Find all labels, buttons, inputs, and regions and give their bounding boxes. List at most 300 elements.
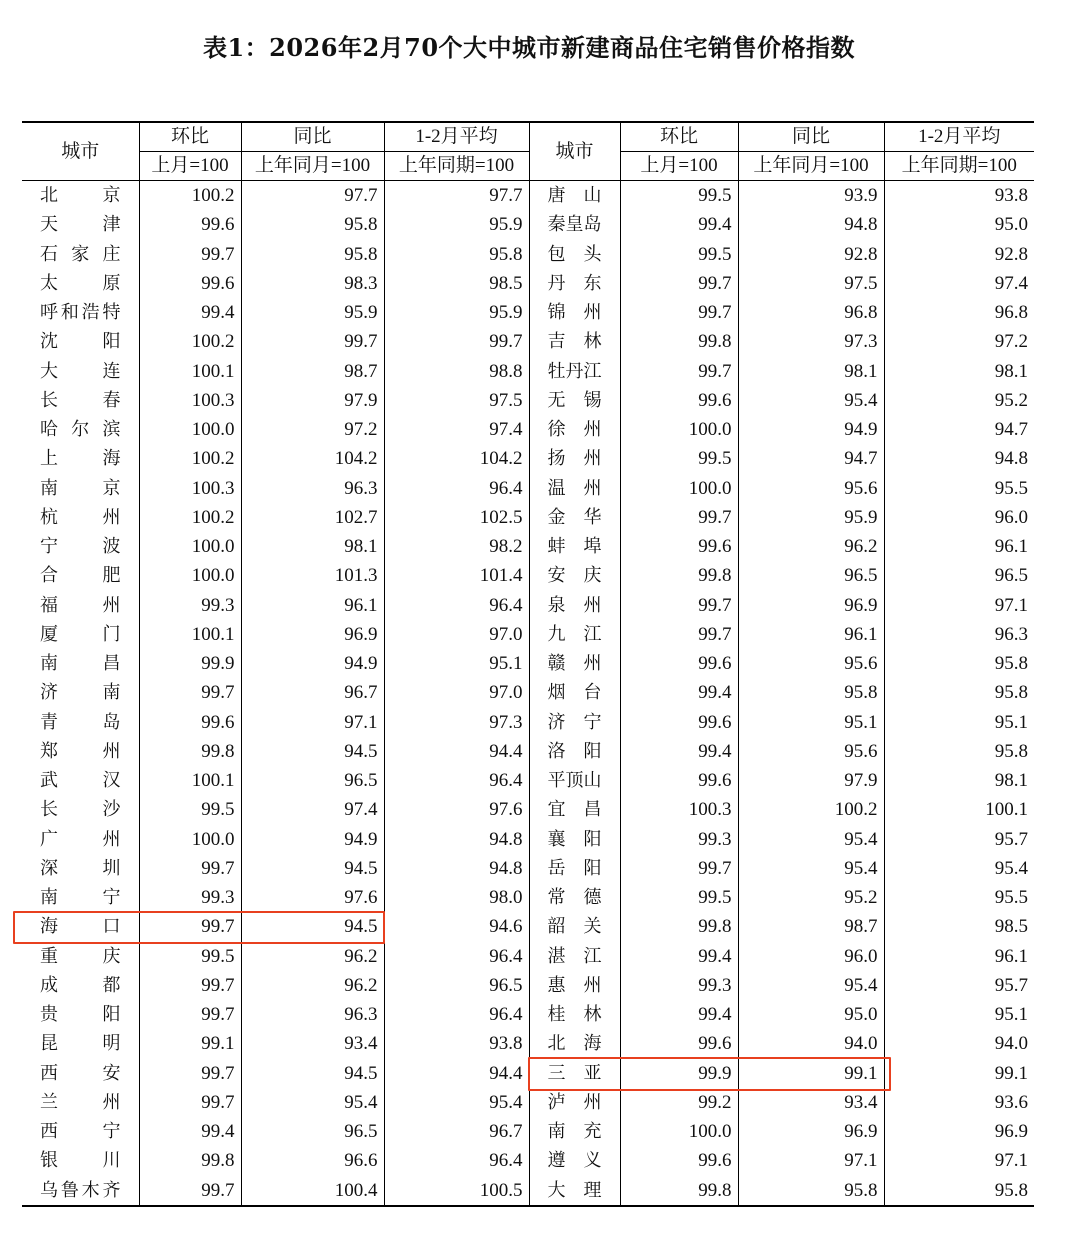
mom-cell-right: 99.4 xyxy=(620,678,738,707)
avg-cell-left: 96.4 xyxy=(384,1146,529,1175)
city-cell-right: 洛阳 xyxy=(529,737,620,766)
mom-cell-left: 99.7 xyxy=(139,1000,241,1029)
mom-cell-left: 100.0 xyxy=(139,825,241,854)
mom-cell-left: 99.7 xyxy=(139,854,241,883)
avg-cell-left: 97.5 xyxy=(384,386,529,415)
yoy-cell-left: 97.1 xyxy=(241,708,384,737)
avg-cell-right: 96.3 xyxy=(884,620,1034,649)
avg-cell-right: 95.0 xyxy=(884,210,1034,239)
mom-cell-left: 99.7 xyxy=(139,240,241,269)
yoy-cell-right: 92.8 xyxy=(738,240,884,269)
avg-cell-right: 95.8 xyxy=(884,649,1034,678)
yoy-cell-left: 104.2 xyxy=(241,444,384,473)
yoy-cell-left: 97.7 xyxy=(241,181,384,211)
table-row xyxy=(22,415,1034,444)
yoy-cell-right: 96.5 xyxy=(738,561,884,590)
city-cell-right: 桂林 xyxy=(529,1000,620,1029)
mom-cell-right: 99.6 xyxy=(620,386,738,415)
mom-cell-left: 99.7 xyxy=(139,1176,241,1206)
table-row xyxy=(22,503,1034,532)
mom-cell-right: 99.4 xyxy=(620,737,738,766)
avg-cell-left: 96.5 xyxy=(384,971,529,1000)
avg-cell-right: 95.4 xyxy=(884,854,1034,883)
mom-cell-right: 100.0 xyxy=(620,415,738,444)
city-cell-right: 扬州 xyxy=(529,444,620,473)
yoy-cell-left: 97.4 xyxy=(241,795,384,824)
avg-cell-left: 95.9 xyxy=(384,298,529,327)
yoy-cell-left: 95.4 xyxy=(241,1088,384,1117)
table-row xyxy=(22,1117,1034,1146)
mom-cell-left: 100.1 xyxy=(139,766,241,795)
table-row xyxy=(22,912,1034,941)
table-row xyxy=(22,327,1034,356)
mom-cell-right: 99.8 xyxy=(620,561,738,590)
yoy-cell-left: 96.6 xyxy=(241,1146,384,1175)
avg-cell-left: 95.8 xyxy=(384,240,529,269)
city-cell-left: 济南 xyxy=(40,682,121,704)
header-avg-left: 1-2月平均 xyxy=(384,122,529,152)
mom-cell-left: 99.9 xyxy=(139,649,241,678)
table-row xyxy=(22,474,1034,503)
mom-cell-right: 99.4 xyxy=(620,210,738,239)
mom-cell-right: 99.6 xyxy=(620,708,738,737)
mom-cell-right: 99.7 xyxy=(620,591,738,620)
mom-cell-right: 99.7 xyxy=(620,620,738,649)
avg-cell-right: 96.1 xyxy=(884,942,1034,971)
mom-cell-left: 99.7 xyxy=(139,1088,241,1117)
mom-cell-right: 99.7 xyxy=(620,854,738,883)
avg-cell-right: 95.7 xyxy=(884,971,1034,1000)
city-cell-left: 青岛 xyxy=(40,711,121,733)
yoy-cell-right: 95.8 xyxy=(738,678,884,707)
city-cell-right: 赣州 xyxy=(529,649,620,678)
city-cell-left: 西安 xyxy=(40,1062,121,1084)
city-cell-left: 昆明 xyxy=(40,1033,121,1055)
table-row xyxy=(22,649,1034,678)
yoy-cell-right: 97.9 xyxy=(738,766,884,795)
avg-cell-right: 98.1 xyxy=(884,766,1034,795)
avg-cell-left: 97.6 xyxy=(384,795,529,824)
yoy-cell-right: 95.6 xyxy=(738,474,884,503)
yoy-cell-left: 96.9 xyxy=(241,620,384,649)
avg-cell-right: 97.1 xyxy=(884,1146,1034,1175)
mom-cell-right: 99.9 xyxy=(620,1059,738,1088)
city-cell-right: 三亚 xyxy=(529,1059,620,1088)
avg-cell-left: 96.4 xyxy=(384,591,529,620)
city-cell-right: 九江 xyxy=(529,620,620,649)
mom-cell-right: 99.6 xyxy=(620,532,738,561)
yoy-cell-left: 96.5 xyxy=(241,1117,384,1146)
table-row xyxy=(22,444,1034,473)
yoy-cell-right: 98.7 xyxy=(738,912,884,941)
yoy-cell-right: 96.2 xyxy=(738,532,884,561)
mom-cell-left: 99.5 xyxy=(139,795,241,824)
city-cell-left: 重庆 xyxy=(40,945,121,967)
avg-cell-left: 95.4 xyxy=(384,1088,529,1117)
price-index-table xyxy=(22,121,1034,1207)
table-row xyxy=(22,825,1034,854)
header-mom-right: 环比 xyxy=(620,122,738,152)
mom-cell-left: 99.8 xyxy=(139,737,241,766)
mom-cell-right: 99.6 xyxy=(620,1029,738,1058)
avg-cell-left: 94.4 xyxy=(384,737,529,766)
city-cell-left: 贵阳 xyxy=(40,1004,121,1025)
avg-cell-left: 100.5 xyxy=(384,1176,529,1206)
avg-cell-left: 101.4 xyxy=(384,561,529,590)
city-cell-right: 泉州 xyxy=(529,591,620,620)
mom-cell-right: 99.5 xyxy=(620,181,738,211)
city-cell-left: 石家庄 xyxy=(40,243,121,265)
avg-cell-left: 98.0 xyxy=(384,883,529,912)
city-cell-left: 厦门 xyxy=(40,623,121,645)
table-row xyxy=(22,971,1034,1000)
city-cell-right: 南充 xyxy=(529,1117,620,1146)
table-row xyxy=(22,210,1034,239)
mom-cell-right: 99.6 xyxy=(620,649,738,678)
city-cell-right: 宜昌 xyxy=(529,795,620,824)
mom-cell-left: 99.6 xyxy=(139,210,241,239)
yoy-cell-right: 97.5 xyxy=(738,269,884,298)
avg-cell-left: 94.6 xyxy=(384,912,529,941)
city-cell-right: 金华 xyxy=(529,503,620,532)
header-city-left: 城市 xyxy=(22,122,139,181)
mom-cell-right: 99.6 xyxy=(620,1146,738,1175)
avg-cell-right: 96.5 xyxy=(884,561,1034,590)
mom-cell-left: 99.7 xyxy=(139,1059,241,1088)
city-cell-right: 平顶山 xyxy=(529,766,620,795)
city-cell-left: 太原 xyxy=(40,272,121,294)
mom-cell-left: 99.7 xyxy=(139,912,241,941)
city-cell-right: 湛江 xyxy=(529,942,620,971)
city-cell-right: 泸州 xyxy=(529,1088,620,1117)
yoy-cell-left: 99.7 xyxy=(241,327,384,356)
city-cell-right: 烟台 xyxy=(529,678,620,707)
mom-cell-right: 99.7 xyxy=(620,298,738,327)
avg-cell-right: 95.8 xyxy=(884,737,1034,766)
avg-cell-right: 95.2 xyxy=(884,386,1034,415)
avg-cell-left: 94.8 xyxy=(384,854,529,883)
table-row xyxy=(22,942,1034,971)
yoy-cell-right: 96.0 xyxy=(738,942,884,971)
yoy-cell-left: 95.9 xyxy=(241,298,384,327)
yoy-cell-left: 94.9 xyxy=(241,825,384,854)
avg-cell-right: 92.8 xyxy=(884,240,1034,269)
mom-cell-right: 100.0 xyxy=(620,474,738,503)
city-cell-right: 温州 xyxy=(529,474,620,503)
mom-cell-right: 99.7 xyxy=(620,357,738,386)
yoy-cell-left: 102.7 xyxy=(241,503,384,532)
yoy-cell-right: 95.4 xyxy=(738,386,884,415)
avg-cell-right: 94.0 xyxy=(884,1029,1034,1058)
avg-cell-left: 98.8 xyxy=(384,357,529,386)
yoy-cell-right: 95.0 xyxy=(738,1000,884,1029)
avg-cell-left: 99.7 xyxy=(384,327,529,356)
table-title: 表1：2026年2月70个大中城市新建商品住宅销售价格指数 xyxy=(202,33,856,62)
mom-cell-right: 99.8 xyxy=(620,327,738,356)
table-row xyxy=(22,357,1034,386)
avg-cell-right: 95.1 xyxy=(884,1000,1034,1029)
avg-cell-left: 97.0 xyxy=(384,620,529,649)
mom-cell-left: 100.1 xyxy=(139,357,241,386)
mom-cell-right: 99.2 xyxy=(620,1088,738,1117)
mom-cell-left: 99.3 xyxy=(139,591,241,620)
yoy-cell-right: 94.7 xyxy=(738,444,884,473)
yoy-cell-left: 100.4 xyxy=(241,1176,384,1206)
mom-cell-left: 100.0 xyxy=(139,415,241,444)
city-cell-right: 秦皇岛 xyxy=(529,210,620,239)
avg-cell-right: 95.7 xyxy=(884,825,1034,854)
yoy-cell-left: 97.2 xyxy=(241,415,384,444)
avg-cell-left: 95.9 xyxy=(384,210,529,239)
mom-cell-left: 100.2 xyxy=(139,444,241,473)
header-city-right: 城市 xyxy=(529,122,620,181)
mom-cell-left: 100.0 xyxy=(139,532,241,561)
table-row xyxy=(22,591,1034,620)
yoy-cell-right: 96.1 xyxy=(738,620,884,649)
avg-cell-left: 97.3 xyxy=(384,708,529,737)
avg-cell-left: 96.4 xyxy=(384,1000,529,1029)
avg-cell-right: 99.1 xyxy=(884,1059,1034,1088)
header-yoy-base-right: 上年同月=100 xyxy=(738,152,884,181)
yoy-cell-right: 95.4 xyxy=(738,825,884,854)
city-cell-right: 岳阳 xyxy=(529,854,620,883)
mom-cell-left: 99.8 xyxy=(139,1146,241,1175)
table-row xyxy=(22,620,1034,649)
city-cell-right: 丹东 xyxy=(529,269,620,298)
table-row xyxy=(22,532,1034,561)
yoy-cell-right: 98.1 xyxy=(738,357,884,386)
yoy-cell-right: 95.8 xyxy=(738,1176,884,1206)
city-cell-left: 乌鲁木齐 xyxy=(22,1176,139,1206)
avg-cell-right: 94.8 xyxy=(884,444,1034,473)
avg-cell-right: 93.6 xyxy=(884,1088,1034,1117)
avg-cell-right: 95.1 xyxy=(884,708,1034,737)
header-avg-right: 1-2月平均 xyxy=(884,122,1034,152)
city-cell-left: 大连 xyxy=(40,360,121,382)
avg-cell-left: 102.5 xyxy=(384,503,529,532)
avg-cell-right: 98.1 xyxy=(884,357,1034,386)
table-row xyxy=(22,561,1034,590)
avg-cell-right: 95.8 xyxy=(884,1176,1034,1206)
yoy-cell-left: 98.3 xyxy=(241,269,384,298)
mom-cell-right: 99.6 xyxy=(620,766,738,795)
mom-cell-left: 99.6 xyxy=(139,269,241,298)
header-yoy-right: 同比 xyxy=(738,122,884,152)
yoy-cell-left: 94.9 xyxy=(241,649,384,678)
city-cell-right: 唐山 xyxy=(529,181,620,211)
city-cell-left: 沈阳 xyxy=(40,331,121,353)
yoy-cell-right: 97.1 xyxy=(738,1146,884,1175)
avg-cell-left: 96.4 xyxy=(384,942,529,971)
city-cell-right: 吉林 xyxy=(529,327,620,356)
avg-cell-left: 97.0 xyxy=(384,678,529,707)
header-yoy-base-left: 上年同月=100 xyxy=(241,152,384,181)
table-row xyxy=(22,1176,1034,1206)
yoy-cell-right: 94.0 xyxy=(738,1029,884,1058)
table-row xyxy=(22,1146,1034,1175)
yoy-cell-left: 96.1 xyxy=(241,591,384,620)
yoy-cell-left: 96.2 xyxy=(241,942,384,971)
city-cell-left: 南京 xyxy=(40,477,121,499)
mom-cell-left: 99.3 xyxy=(139,883,241,912)
mom-cell-right: 99.5 xyxy=(620,883,738,912)
table-row xyxy=(22,1029,1034,1058)
avg-cell-right: 96.9 xyxy=(884,1117,1034,1146)
yoy-cell-right: 93.4 xyxy=(738,1088,884,1117)
city-cell-right: 无锡 xyxy=(529,386,620,415)
header-avg-base-right: 上年同期=100 xyxy=(884,152,1034,181)
avg-cell-right: 97.2 xyxy=(884,327,1034,356)
header-avg-base-left: 上年同期=100 xyxy=(384,152,529,181)
table-row xyxy=(22,1088,1034,1117)
yoy-cell-right: 95.1 xyxy=(738,708,884,737)
avg-cell-left: 93.8 xyxy=(384,1029,529,1058)
yoy-cell-right: 95.4 xyxy=(738,854,884,883)
avg-cell-left: 97.7 xyxy=(384,181,529,211)
city-cell-left: 长春 xyxy=(40,389,121,411)
yoy-cell-left: 94.5 xyxy=(241,854,384,883)
table-row xyxy=(22,883,1034,912)
city-cell-left: 长沙 xyxy=(40,799,121,821)
avg-cell-right: 93.8 xyxy=(884,181,1034,211)
table-row xyxy=(22,181,1034,211)
mom-cell-left: 99.1 xyxy=(139,1029,241,1058)
city-cell-left: 银川 xyxy=(40,1150,121,1172)
yoy-cell-right: 100.2 xyxy=(738,795,884,824)
mom-cell-left: 99.4 xyxy=(139,298,241,327)
yoy-cell-right: 97.3 xyxy=(738,327,884,356)
mom-cell-left: 99.6 xyxy=(139,708,241,737)
city-cell-left: 北京 xyxy=(40,185,121,206)
yoy-cell-right: 99.1 xyxy=(738,1059,884,1088)
mom-cell-left: 99.5 xyxy=(139,942,241,971)
mom-cell-left: 100.3 xyxy=(139,474,241,503)
city-cell-left: 合肥 xyxy=(40,565,121,587)
city-cell-right: 北海 xyxy=(529,1029,620,1058)
city-cell-right: 徐州 xyxy=(529,415,620,444)
mom-cell-right: 99.3 xyxy=(620,825,738,854)
city-cell-left: 南宁 xyxy=(40,887,121,908)
table-row xyxy=(22,737,1034,766)
city-cell-right: 蚌埠 xyxy=(529,532,620,561)
mom-cell-right: 99.7 xyxy=(620,503,738,532)
city-cell-left: 哈尔滨 xyxy=(40,419,121,440)
table-body xyxy=(22,181,1034,1206)
city-cell-right: 遵义 xyxy=(529,1146,620,1175)
avg-cell-right: 95.8 xyxy=(884,678,1034,707)
city-cell-left: 武汉 xyxy=(40,770,121,791)
yoy-cell-right: 94.8 xyxy=(738,210,884,239)
yoy-cell-left: 96.5 xyxy=(241,766,384,795)
yoy-cell-left: 101.3 xyxy=(241,561,384,590)
yoy-cell-left: 93.4 xyxy=(241,1029,384,1058)
city-cell-left: 福州 xyxy=(40,594,121,616)
mom-cell-left: 99.7 xyxy=(139,678,241,707)
table-row xyxy=(22,708,1034,737)
city-cell-left: 宁波 xyxy=(40,536,121,557)
avg-cell-left: 96.4 xyxy=(384,474,529,503)
city-cell-right: 济宁 xyxy=(529,708,620,737)
table-row xyxy=(22,854,1034,883)
mom-cell-left: 100.0 xyxy=(139,561,241,590)
city-cell-right: 牡丹江 xyxy=(529,357,620,386)
table-row xyxy=(22,1000,1034,1029)
city-cell-left: 上海 xyxy=(40,448,121,470)
yoy-cell-right: 96.9 xyxy=(738,1117,884,1146)
avg-cell-right: 96.0 xyxy=(884,503,1034,532)
table-row xyxy=(22,269,1034,298)
yoy-cell-left: 95.8 xyxy=(241,210,384,239)
city-cell-left: 郑州 xyxy=(40,740,121,762)
avg-cell-right: 100.1 xyxy=(884,795,1034,824)
yoy-cell-left: 96.2 xyxy=(241,971,384,1000)
header-mom-base-right: 上月=100 xyxy=(620,152,738,181)
mom-cell-left: 100.2 xyxy=(139,181,241,211)
yoy-cell-right: 95.6 xyxy=(738,737,884,766)
avg-cell-right: 98.5 xyxy=(884,912,1034,941)
table-row xyxy=(22,1059,1034,1088)
mom-cell-left: 100.1 xyxy=(139,620,241,649)
yoy-cell-left: 96.7 xyxy=(241,678,384,707)
table-row xyxy=(22,766,1034,795)
yoy-cell-left: 95.8 xyxy=(241,240,384,269)
mom-cell-right: 100.0 xyxy=(620,1117,738,1146)
avg-cell-right: 97.1 xyxy=(884,591,1034,620)
yoy-cell-right: 95.6 xyxy=(738,649,884,678)
avg-cell-right: 96.8 xyxy=(884,298,1034,327)
header-mom-left: 环比 xyxy=(139,122,241,152)
city-cell-left: 杭州 xyxy=(40,506,121,528)
yoy-cell-right: 96.8 xyxy=(738,298,884,327)
mom-cell-left: 99.4 xyxy=(139,1117,241,1146)
mom-cell-right: 99.4 xyxy=(620,942,738,971)
yoy-cell-left: 94.5 xyxy=(241,1059,384,1088)
yoy-cell-left: 94.5 xyxy=(241,912,384,941)
mom-cell-left: 100.3 xyxy=(139,386,241,415)
table-row xyxy=(22,386,1034,415)
header-mom-base-left: 上月=100 xyxy=(139,152,241,181)
table-row xyxy=(22,795,1034,824)
avg-cell-right: 97.4 xyxy=(884,269,1034,298)
city-cell-left: 西宁 xyxy=(40,1121,121,1142)
yoy-cell-right: 93.9 xyxy=(738,181,884,211)
city-cell-left: 南昌 xyxy=(40,653,121,674)
table-row xyxy=(22,240,1034,269)
mom-cell-right: 99.5 xyxy=(620,444,738,473)
mom-cell-right: 99.3 xyxy=(620,971,738,1000)
city-cell-right: 安庆 xyxy=(529,561,620,590)
yoy-cell-left: 96.3 xyxy=(241,1000,384,1029)
avg-cell-right: 95.5 xyxy=(884,474,1034,503)
mom-cell-right: 99.5 xyxy=(620,240,738,269)
avg-cell-left: 104.2 xyxy=(384,444,529,473)
avg-cell-left: 94.8 xyxy=(384,825,529,854)
yoy-cell-left: 97.6 xyxy=(241,883,384,912)
city-cell-right: 惠州 xyxy=(529,971,620,1000)
yoy-cell-left: 98.1 xyxy=(241,532,384,561)
avg-cell-right: 96.1 xyxy=(884,532,1034,561)
avg-cell-right: 95.5 xyxy=(884,883,1034,912)
yoy-cell-left: 97.9 xyxy=(241,386,384,415)
avg-cell-left: 95.1 xyxy=(384,649,529,678)
avg-cell-left: 98.5 xyxy=(384,269,529,298)
city-cell-left: 呼和浩特 xyxy=(40,302,121,323)
avg-cell-left: 98.2 xyxy=(384,532,529,561)
yoy-cell-left: 94.5 xyxy=(241,737,384,766)
yoy-cell-right: 94.9 xyxy=(738,415,884,444)
city-cell-right: 襄阳 xyxy=(529,825,620,854)
table-row xyxy=(22,678,1034,707)
